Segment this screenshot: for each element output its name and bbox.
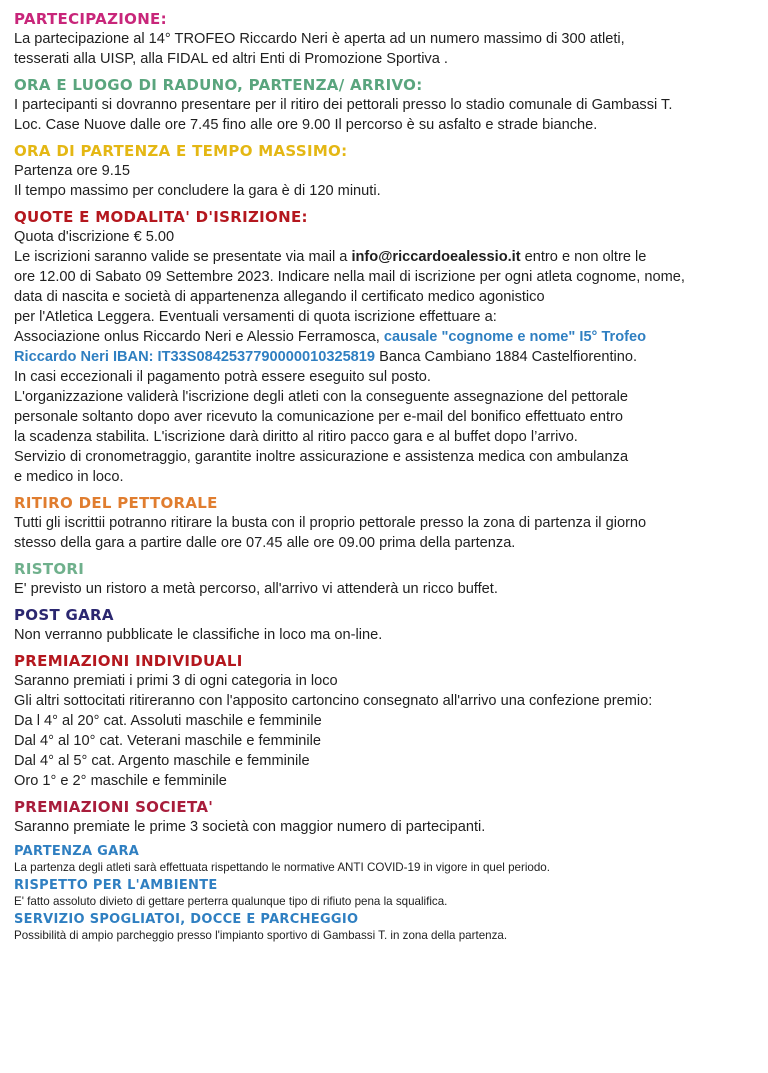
section-line: la scadenza stabilita. L'iscrizione darà diritto al ritiro pacco gara e al buffet dopo l’arrivo. bbox=[14, 429, 578, 445]
section-title: PREMIAZIONI INDIVIDUALI bbox=[14, 652, 243, 670]
section-line: Possibilità di ampio parcheggio presso l'impianto sportivo di Gambassi T. in zona della partenza. bbox=[14, 929, 508, 942]
section-ristori bbox=[14, 560, 754, 599]
section-line bbox=[14, 347, 754, 367]
causale-text: causale "cognome e nome" I5° Trofeo bbox=[383, 329, 647, 345]
section-title: RITIRO DEL PETTORALE bbox=[14, 494, 218, 512]
section-line: In casi eccezionali il pagamento potrà essere eseguito sul posto. bbox=[14, 369, 431, 385]
text-span: Le iscrizioni saranno valide se presentate via mail a bbox=[14, 249, 352, 265]
section-title: PARTECIPAZIONE: bbox=[14, 10, 167, 28]
section-line: Servizio di cronometraggio, garantite inoltre assicurazione e assistenza medica con ambulanza bbox=[14, 449, 629, 465]
section-title: PARTENZA GARA bbox=[14, 844, 140, 859]
section-line: E' previsto un ristoro a metà percorso, all'arrivo vi attenderà un ricco buffet. bbox=[14, 581, 498, 597]
section-line: Dal 4° al 10° cat. Veterani maschile e femminile bbox=[14, 733, 321, 749]
section-title: QUOTE E MODALITA' D'ISRIZIONE: bbox=[14, 208, 308, 226]
section-line: personale soltanto dopo aver ricevuto la comunicazione per e-mail del bonifico effettuato entro bbox=[14, 409, 623, 425]
section-orario bbox=[14, 142, 754, 201]
section-title: ORA E LUOGO DI RADUNO, PARTENZA/ ARRIVO: bbox=[14, 76, 423, 94]
section-line: Saranno premiate le prime 3 società con maggior numero di partecipanti. bbox=[14, 819, 486, 835]
section-ambiente bbox=[14, 878, 754, 909]
section-line: Il tempo massimo per concludere la gara è di 120 minuti. bbox=[14, 183, 381, 199]
section-line bbox=[14, 247, 754, 267]
section-premiazioni-societa bbox=[14, 798, 754, 837]
section-raduno bbox=[14, 76, 754, 135]
iban-text: Riccardo Neri IBAN: IT33S0842537790000010325819 bbox=[14, 349, 376, 365]
section-line bbox=[14, 327, 754, 347]
section-line: I partecipanti si dovranno presentare per il ritiro dei pettorali presso lo stadio comunale di Gambassi T. bbox=[14, 97, 673, 113]
section-line: Gli altri sottocitati ritireranno con l'apposito cartoncino consegnato all'arrivo una confezione premio: bbox=[14, 693, 653, 709]
section-line: Tutti gli iscrittii potranno ritirare la busta con il proprio pettorale presso la zona di partenza il giorno bbox=[14, 515, 647, 531]
section-premiazioni-individuali bbox=[14, 652, 754, 791]
section-title: ORA DI PARTENZA E TEMPO MASSIMO: bbox=[14, 142, 348, 160]
section-line: per l'Atletica Leggera. Eventuali versamenti di quota iscrizione effettuare a: bbox=[14, 309, 497, 325]
section-line: La partecipazione al 14° TROFEO Riccardo Neri è aperta ad un numero massimo di 300 atleti, bbox=[14, 31, 625, 47]
section-line: Saranno premiati i primi 3 di ogni categoria in loco bbox=[14, 673, 338, 689]
section-line: Loc. Case Nuove dalle ore 7.45 fino alle ore 9.00 Il percorso è su asfalto e strade bianche. bbox=[14, 117, 598, 133]
section-line: e medico in loco. bbox=[14, 469, 124, 485]
section-partenza-gara bbox=[14, 844, 754, 875]
section-ritiro bbox=[14, 494, 754, 553]
section-post-gara bbox=[14, 606, 754, 645]
section-quote bbox=[14, 208, 754, 487]
section-line: E' fatto assoluto divieto di gettare perterra qualunque tipo di rifiuto pena la squalifica. bbox=[14, 895, 448, 908]
section-line: ore 12.00 di Sabato 09 Settembre 2023. Indicare nella mail di iscrizione per ogni atleta cognome, nome, bbox=[14, 269, 685, 285]
section-line: data di nascita e società di appartenenza allegando il certificato medico agonistico bbox=[14, 289, 545, 305]
section-title: RISTORI bbox=[14, 560, 85, 578]
section-line: Dal 4° al 5° cat. Argento maschile e femminile bbox=[14, 753, 310, 769]
section-line: tesserati alla UISP, alla FIDAL ed altri Enti di Promozione Sportiva . bbox=[14, 51, 448, 67]
section-line: Partenza ore 9.15 bbox=[14, 163, 131, 179]
section-line: stesso della gara a partire dalle ore 07.45 alle ore 09.00 prima della partenza. bbox=[14, 535, 516, 551]
section-line: La partenza degli atleti sarà effettuata rispettando le normative ANTI COVID-19 in vigore in quel periodo. bbox=[14, 861, 550, 874]
email-link[interactable]: info@riccardoealessio.it bbox=[351, 249, 521, 265]
text-span: entro e non oltre le bbox=[520, 249, 647, 265]
section-line: Quota d'iscrizione € 5.00 bbox=[14, 229, 175, 245]
section-partecipazione bbox=[14, 10, 754, 69]
section-line: Oro 1° e 2° maschile e femminile bbox=[14, 773, 227, 789]
text-span: Banca Cambiano 1884 Castelfiorentino. bbox=[375, 349, 638, 365]
section-line: Non verranno pubblicate le classifiche in loco ma on-line. bbox=[14, 627, 383, 643]
section-title: PREMIAZIONI SOCIETA' bbox=[14, 798, 214, 816]
text-span: Associazione onlus Riccardo Neri e Alessio Ferramosca, bbox=[14, 329, 384, 345]
section-servizi bbox=[14, 912, 754, 943]
section-line: L'organizzazione validerà l'iscrizione degli atleti con la conseguente assegnazione del pettorale bbox=[14, 389, 629, 405]
section-line: Da l 4° al 20° cat. Assoluti maschile e femminile bbox=[14, 713, 322, 729]
section-title: POST GARA bbox=[14, 606, 114, 624]
section-title: RISPETTO PER L'AMBIENTE bbox=[14, 878, 218, 893]
section-title: SERVIZIO SPOGLIATOI, DOCCE E PARCHEGGIO bbox=[14, 912, 359, 927]
